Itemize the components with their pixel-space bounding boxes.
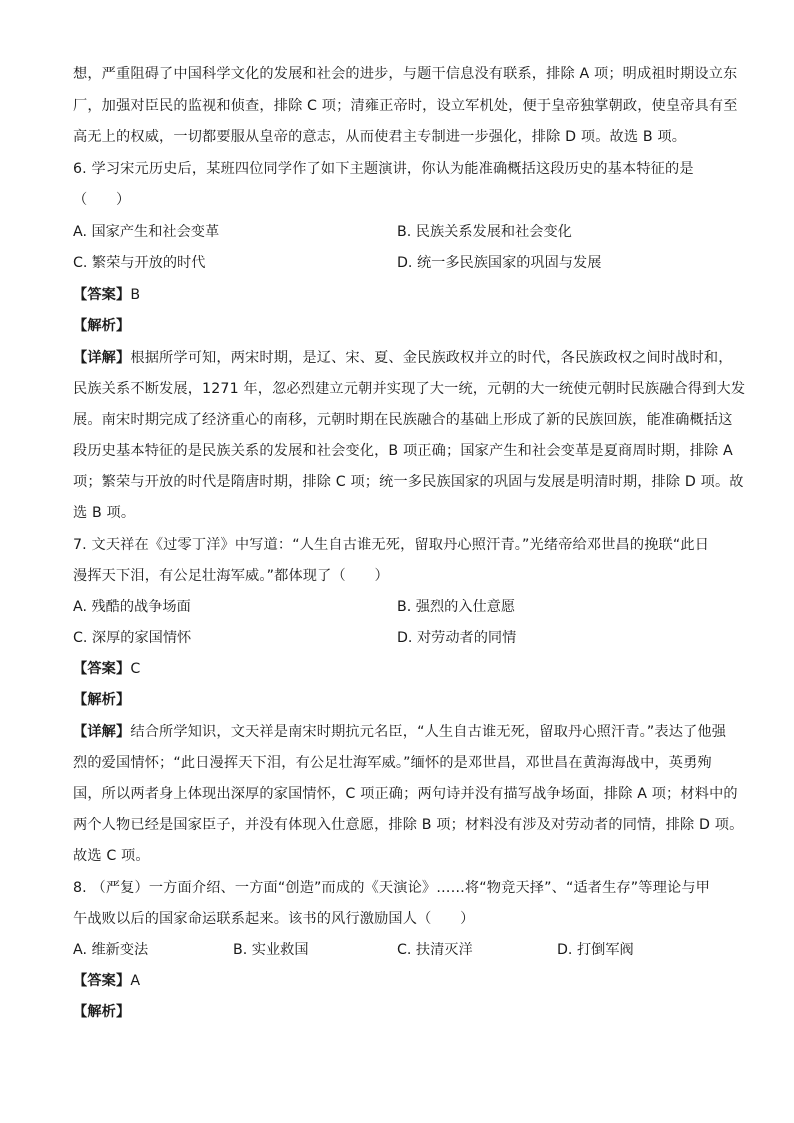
analysis-tag: 【解析】 [73, 1004, 131, 1020]
analysis-tag: 【解析】 [73, 318, 131, 334]
q7-detail-line [73, 722, 733, 742]
detail-text: 根据所学可知，两宋时期，是辽、宋、夏、金民族政权并立的时代，各民族政权之间时战时和， [130, 350, 733, 366]
q6-analysis-heading [73, 316, 733, 336]
q6-stem: 6. 学习宋元历史后，某班四位同学作了如下主题演讲，你认为能准确概括这段历史的基本特征的是 [73, 161, 694, 177]
answer-tag: 【答案】 [73, 973, 131, 989]
q8-option-c: C. 扶清灭洋 [397, 942, 473, 958]
q6-detail-line: 段历史基本特征的是民族关系的发展和社会变化，B 项正确；国家产生和社会变革是夏商周时期，排除 A [73, 443, 733, 459]
q8-option-b: B. 实业救国 [233, 942, 309, 958]
q6-detail-line: 选 B 项。 [73, 505, 136, 521]
q6-detail-line: 项；繁荣与开放的时代是隋唐时期，排除 C 项；统一多民族国家的巩固与发展是明清时期，排除 D 项。故 [73, 474, 744, 490]
q8-stem: 午战败以后的国家命运联系起来。该书的风行激励国人（ ） [73, 911, 475, 927]
q7-answer [73, 659, 733, 679]
q8-answer [73, 971, 733, 991]
answer-tag: 【答案】 [73, 287, 131, 303]
q6-option-b: B. 民族关系发展和社会变化 [397, 224, 572, 240]
answer-value: B [130, 287, 141, 303]
q7-detail-line: 烈的爱国情怀；“此日漫挥天下泪，有公足壮海军威。”缅怀的是邓世昌，邓世昌在黄海海战中，英勇殉 [73, 755, 712, 771]
q7-detail-line: 故选 C 项。 [73, 848, 150, 864]
intro-line: 高无上的权威，一切都要服从皇帝的意志，从而使君主专制进一步强化，排除 D 项。故选 B 项。 [73, 129, 687, 145]
q8-option-a: A. 维新变法 [73, 942, 149, 958]
detail-text: 结合所学知识，文天祥是南宋时期抗元名臣，“人生自古谁无死，留取丹心照汗青。”表达了他强 [130, 724, 727, 740]
answer-value: A [130, 973, 141, 989]
analysis-tag: 【解析】 [73, 692, 131, 708]
q6-answer [73, 285, 733, 305]
q8-stem: 8. （严复）一方面介绍、一方面“创造”而成的《天演论》……将“物竞天择”、“适者生存”等理论与甲 [73, 880, 710, 896]
answer-value: C [130, 661, 141, 677]
intro-line: 厂，加强对臣民的监视和侦查，排除 C 项；清雍正帝时，设立军机处，便于皇帝独掌朝政，使皇帝具有至 [73, 98, 738, 114]
q6-option-d: D. 统一多民族国家的巩固与发展 [397, 255, 602, 271]
intro-line: 想，严重阻碍了中国科学文化的发展和社会的进步，与题干信息没有联系，排除 A 项；明成祖时期设立东 [73, 66, 738, 82]
q6-detail-line: 民族关系不断发展，1271 年，忽必烈建立元朝并实现了大一统，元朝的大一统使元朝时民族融合得到大发 [73, 381, 746, 397]
q6-option-c: C. 繁荣与开放的时代 [73, 255, 206, 271]
q7-option-d: D. 对劳动者的同情 [397, 630, 517, 646]
q8-option-d: D. 打倒军阀 [557, 942, 634, 958]
q7-stem: 7. 文天祥在《过零丁洋》中写道：“人生自古谁无死，留取丹心照汗青。”光绪帝给邓世昌的挽联“此日 [73, 537, 710, 553]
q7-stem: 漫挥天下泪，有公足壮海军威。”都体现了（ ） [73, 568, 389, 584]
q7-option-a: A. 残酷的战争场面 [73, 599, 191, 615]
q6-stem-paren: （ ） [73, 192, 131, 208]
q8-analysis-heading [73, 1002, 733, 1022]
q6-detail-line: 展。南宋时期完成了经济重心的南移，元朝时期在民族融合的基础上形成了新的民族回族，能准确概括这 [73, 412, 733, 428]
q6-detail-line [73, 348, 733, 368]
q7-option-b: B. 强烈的入仕意愿 [397, 599, 516, 615]
detail-tag: 【详解】 [73, 350, 131, 366]
q7-option-c: C. 深厚的家国情怀 [73, 630, 192, 646]
detail-tag: 【详解】 [73, 724, 131, 740]
answer-tag: 【答案】 [73, 661, 131, 677]
q6-option-a: A. 国家产生和社会变革 [73, 224, 220, 240]
q7-analysis-heading [73, 690, 733, 710]
q7-detail-line: 两个人物已经是国家臣子，并没有体现入仕意愿，排除 B 项；材料没有涉及对劳动者的同情，排除 D 项。 [73, 817, 744, 833]
q7-detail-line: 国，所以两者身上体现出深厚的家国情怀，C 项正确；两句诗并没有描写战争场面，排除 A 项；材料中的 [73, 786, 738, 802]
